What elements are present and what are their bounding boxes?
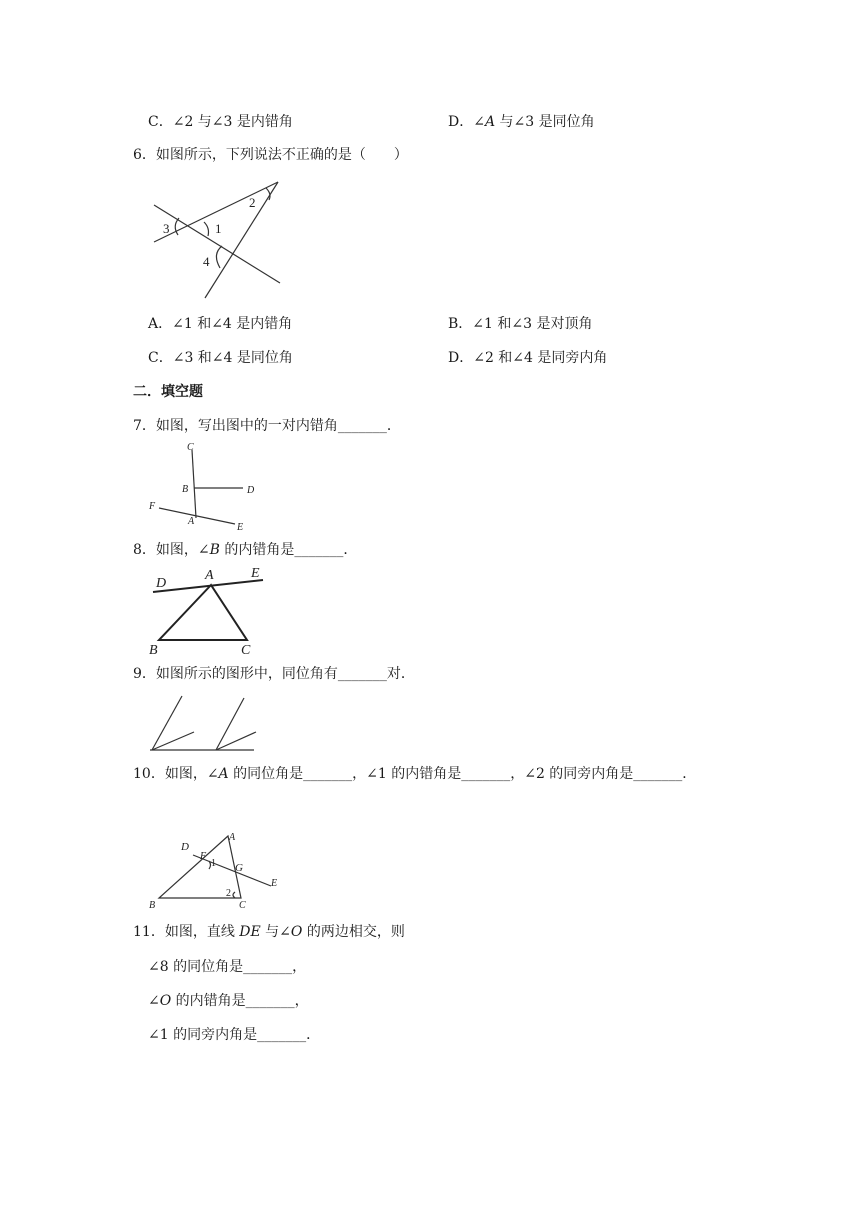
q7-label-b: B bbox=[182, 484, 189, 495]
q8-label-d: D bbox=[156, 576, 167, 591]
q7-figure bbox=[145, 438, 265, 533]
q9-ray-right-short bbox=[216, 732, 256, 750]
q11-stem-mid: 与∠ bbox=[260, 924, 291, 940]
q10-arc-2 bbox=[233, 892, 235, 898]
q6-label-3: 3 bbox=[163, 221, 170, 236]
q6-stem: 6．如图所示，下列说法不正确的是（ ） bbox=[133, 147, 408, 163]
q11-stem-var1: DE bbox=[239, 924, 261, 940]
q7-stem: 7．如图，写出图中的一对内错角_______． bbox=[133, 418, 401, 434]
q7-label-c: C bbox=[187, 442, 194, 453]
q8-stem-suffix: 的内错角是_______． bbox=[219, 542, 358, 558]
q9-stem: 9．如图所示的图形中，同位角有_______对． bbox=[133, 666, 415, 682]
q8-stem-prefix: 8．如图，∠ bbox=[133, 542, 210, 558]
q9-ray-left-long bbox=[152, 696, 182, 750]
q10-stem-var: A bbox=[218, 766, 229, 782]
q5-option-d-prefix: D．∠ bbox=[448, 114, 485, 130]
q10-label-d: D bbox=[181, 841, 189, 853]
q9-ray-left-short bbox=[152, 732, 194, 750]
q11-stem bbox=[133, 922, 405, 942]
q9-figure bbox=[148, 692, 258, 754]
q6-label-1: 1 bbox=[215, 221, 222, 236]
q6-label-4: 4 bbox=[203, 254, 210, 269]
q6-figure bbox=[148, 178, 288, 303]
q6-option-a: A．∠1 和∠4 是内错角 bbox=[148, 316, 293, 332]
q8-stem bbox=[133, 540, 357, 560]
q11-stem-var2: O bbox=[290, 924, 303, 940]
q10-label-f: F bbox=[200, 851, 207, 862]
q11-line2 bbox=[148, 991, 309, 1011]
q6-arc-4 bbox=[216, 246, 222, 268]
q6-label-2: 2 bbox=[249, 195, 256, 210]
q10-label-e: E bbox=[271, 878, 278, 889]
q8-triangle bbox=[159, 585, 247, 640]
q6-line-1 bbox=[154, 205, 280, 283]
q10-label-1: 1 bbox=[211, 858, 216, 869]
q8-label-e: E bbox=[251, 566, 260, 581]
q8-label-b: B bbox=[149, 643, 158, 658]
q10-label-b: B bbox=[149, 900, 156, 911]
q6-option-d: D．∠2 和∠4 是同旁内角 bbox=[448, 350, 608, 366]
q7-label-e: E bbox=[237, 522, 244, 533]
q10-label-a: A bbox=[229, 832, 236, 843]
q8-label-c: C bbox=[241, 643, 251, 658]
q11-line2-suffix: 的内错角是_______， bbox=[171, 993, 309, 1009]
q11-line3: ∠1 的同旁内角是_______． bbox=[148, 1027, 321, 1043]
q8-figure bbox=[145, 562, 270, 658]
q7-label-d: D bbox=[247, 485, 255, 496]
q11-line2-var: O bbox=[159, 993, 172, 1009]
q9-ray-right-long bbox=[216, 698, 244, 750]
q11-stem-suffix: 的两边相交，则 bbox=[302, 924, 405, 940]
q10-stem-part1: 10．如图，∠ bbox=[133, 766, 219, 782]
q6-option-c: C．∠3 和∠4 是同位角 bbox=[148, 350, 293, 366]
q10-figure bbox=[145, 826, 285, 912]
q10-stem bbox=[133, 764, 696, 784]
q10-label-2: 2 bbox=[226, 888, 231, 899]
q11-line1: ∠8 的同位角是_______， bbox=[148, 959, 307, 975]
q5-option-d-suffix: 与∠3 是同位角 bbox=[495, 114, 595, 130]
q5-option-d-var: A bbox=[484, 114, 496, 130]
q8-label-a: A bbox=[205, 568, 214, 583]
q11-line2-prefix: ∠ bbox=[148, 993, 160, 1009]
q10-label-c: C bbox=[239, 900, 246, 911]
q6-arc-1 bbox=[204, 222, 209, 236]
q7-label-a: A bbox=[188, 516, 195, 527]
q7-line-ca bbox=[192, 450, 196, 518]
q11-stem-prefix: 11．如图，直线 bbox=[133, 924, 240, 940]
q10-stem-part2: 的同位角是_______，∠1 的内错角是_______，∠2 的同旁内角是_______． bbox=[228, 766, 697, 782]
q10-label-g: G bbox=[235, 862, 243, 874]
section-title-fill-in: 二．填空题 bbox=[133, 384, 203, 400]
q7-label-f: F bbox=[149, 501, 156, 512]
q5-option-d bbox=[448, 112, 595, 132]
q5-option-c: C．∠2 与∠3 是内错角 bbox=[148, 114, 293, 130]
q6-option-b: B．∠1 和∠3 是对顶角 bbox=[448, 316, 593, 332]
q8-stem-var: B bbox=[209, 542, 220, 558]
q7-line-fe bbox=[159, 508, 235, 524]
